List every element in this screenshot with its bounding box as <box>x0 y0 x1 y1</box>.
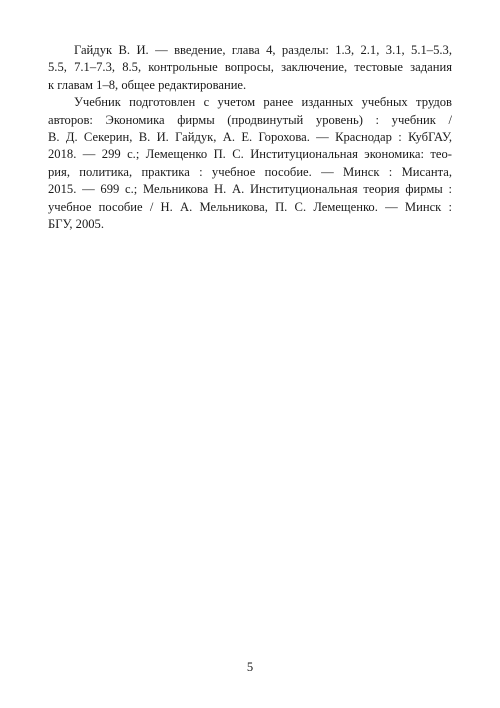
sources-paragraph <box>48 94 452 233</box>
body-text <box>48 42 452 233</box>
text-line: 2015. — 699 с.; Мельникова Н. А. Институциональная теория фирмы : <box>48 182 452 197</box>
authors-contribution-paragraph <box>48 42 452 94</box>
page-number: 5 <box>246 660 254 674</box>
text-line: авторов: Экономика фирмы (продвинутый уровень) : учебник / <box>48 112 452 127</box>
text-line: Учебник подготовлен с учетом ранее изданных учебных трудов <box>74 95 452 110</box>
text-line: к главам 1–8, общее редактирование. <box>48 77 247 92</box>
text-line: БГУ, 2005. <box>48 217 105 232</box>
text-line: В. Д. Секерин, В. И. Гайдук, А. Е. Горохова. — Краснодар : КубГАУ, <box>48 130 452 145</box>
text-line: 2018. — 299 с.; Лемещенко П. С. Институциональная экономика: тео- <box>48 147 452 162</box>
text-line: учебное пособие / Н. А. Мельникова, П. С. Лемещенко. — Минск : <box>48 199 452 214</box>
text-line: Гайдук В. И. — введение, глава 4, разделы: 1.3, 2.1, 3.1, 5.1–5.3, <box>74 43 452 57</box>
text-line: 5.5, 7.1–7.3, 8.5, контрольные вопросы, заключение, тестовые задания <box>48 60 452 75</box>
text-line: рия, политика, практика : учебное пособие. — Минск : Мисанта, <box>48 164 452 179</box>
